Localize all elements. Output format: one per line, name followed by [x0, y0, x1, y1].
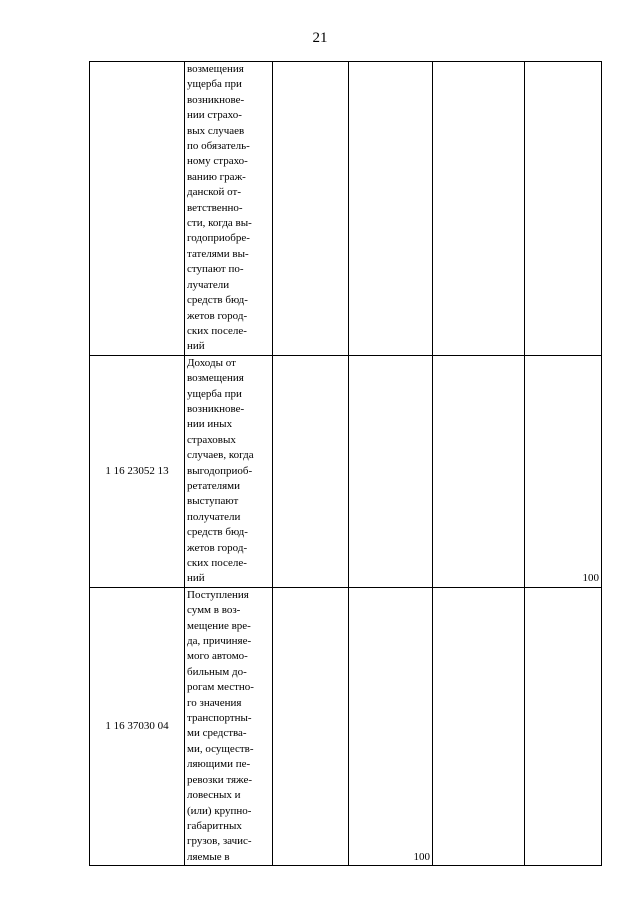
income-name-cell: [185, 587, 273, 865]
income-name-line: ловесных и: [187, 789, 241, 802]
income-name-line: мещение вре-: [187, 619, 251, 632]
percent-value-cell: 100: [525, 355, 602, 587]
income-name-cell: [185, 62, 273, 356]
income-name-line: да, причиняе-: [187, 635, 252, 648]
income-name-line: средств бюд-: [187, 294, 248, 307]
budget-code-cell: [90, 62, 185, 356]
income-name-line: ревозки тяже-: [187, 773, 253, 786]
income-name-line: вых случаев: [187, 124, 245, 137]
income-name-line: средств бюд-: [187, 526, 248, 539]
budget-table: [89, 61, 602, 866]
income-name-line: случаев, когда: [187, 449, 254, 462]
percent-value-cell: [273, 62, 349, 356]
percent-value-cell: [273, 355, 349, 587]
percent-value-cell: [433, 62, 525, 356]
income-name-line: ветственно-: [187, 201, 243, 214]
income-name-line: жетов город-: [187, 541, 248, 554]
income-name-line: ми, осуществ-: [187, 742, 254, 755]
income-name-line: рогам местно-: [187, 681, 254, 694]
table-row: [90, 355, 602, 587]
income-name-line: ступают по-: [187, 263, 244, 276]
page-number: 21: [312, 30, 328, 46]
income-name-line: получатели: [187, 510, 241, 523]
budget-code-cell: 1 16 23052 13: [90, 355, 185, 587]
income-name-line: ний: [187, 340, 205, 353]
income-name-line: страховых: [187, 433, 236, 446]
income-name-line: годоприобре-: [187, 232, 250, 245]
income-name-line: жетов город-: [187, 309, 248, 322]
income-name-line: по обязатель-: [187, 140, 250, 153]
income-name-line: возмещения: [187, 372, 244, 385]
income-name-line: возникнове-: [187, 93, 245, 106]
income-name-line: (или) крупно-: [187, 804, 252, 817]
budget-code-cell: 1 16 37030 04: [90, 587, 185, 865]
income-name-line: данской от-: [187, 186, 241, 199]
income-name-line: тателями вы-: [187, 247, 249, 260]
income-name-line: ми средства-: [187, 727, 247, 740]
income-name-line: грузов, зачис-: [187, 835, 252, 848]
income-name-line: ному страхо-: [187, 155, 248, 168]
percent-value-cell: [433, 355, 525, 587]
income-name-line: ских поселе-: [187, 557, 247, 569]
percent-value-cell: [273, 587, 349, 865]
percent-value-cell: [349, 355, 433, 587]
income-name-line: бильным до-: [187, 665, 247, 678]
income-name-line: габаритных: [187, 819, 242, 832]
income-name-line: ретателями: [187, 479, 241, 492]
income-name-line: ущерба при: [187, 387, 242, 400]
percent-value-cell: 100: [349, 587, 433, 865]
income-name-line: нии страхо-: [187, 109, 242, 122]
table-row: [90, 62, 602, 356]
income-name-line: лучатели: [187, 278, 230, 291]
income-name-line: Поступления: [187, 588, 249, 601]
income-name-line: мого автомо-: [187, 650, 248, 663]
percent-value-cell: [433, 587, 525, 865]
income-name-line: возмещения: [187, 63, 244, 75]
income-name-line: ванию граж-: [187, 170, 246, 183]
percent-value-cell: [525, 587, 602, 865]
income-name-line: го значения: [187, 696, 242, 709]
table-row: [90, 587, 602, 865]
income-name-line: ляющими пе-: [187, 758, 251, 771]
income-name-line: ущерба при: [187, 78, 242, 91]
table-body: [90, 62, 602, 866]
income-name-line: ний: [187, 572, 205, 585]
income-name-line: ских поселе-: [187, 324, 247, 337]
percent-value-cell: [349, 62, 433, 356]
income-name-line: сти, когда вы-: [187, 217, 252, 230]
income-name-line: выступают: [187, 495, 239, 508]
income-name-line: выгодоприоб-: [187, 464, 253, 477]
income-name-line: ляемые в: [187, 850, 230, 863]
income-name-line: транспортны-: [187, 712, 252, 725]
income-name-cell: [185, 355, 273, 587]
income-name-line: Доходы от: [187, 356, 236, 369]
percent-value-cell: [525, 62, 602, 356]
income-name-line: возникнове-: [187, 402, 245, 415]
income-name-line: нии иных: [187, 418, 233, 431]
income-name-line: сумм в воз-: [187, 604, 241, 617]
